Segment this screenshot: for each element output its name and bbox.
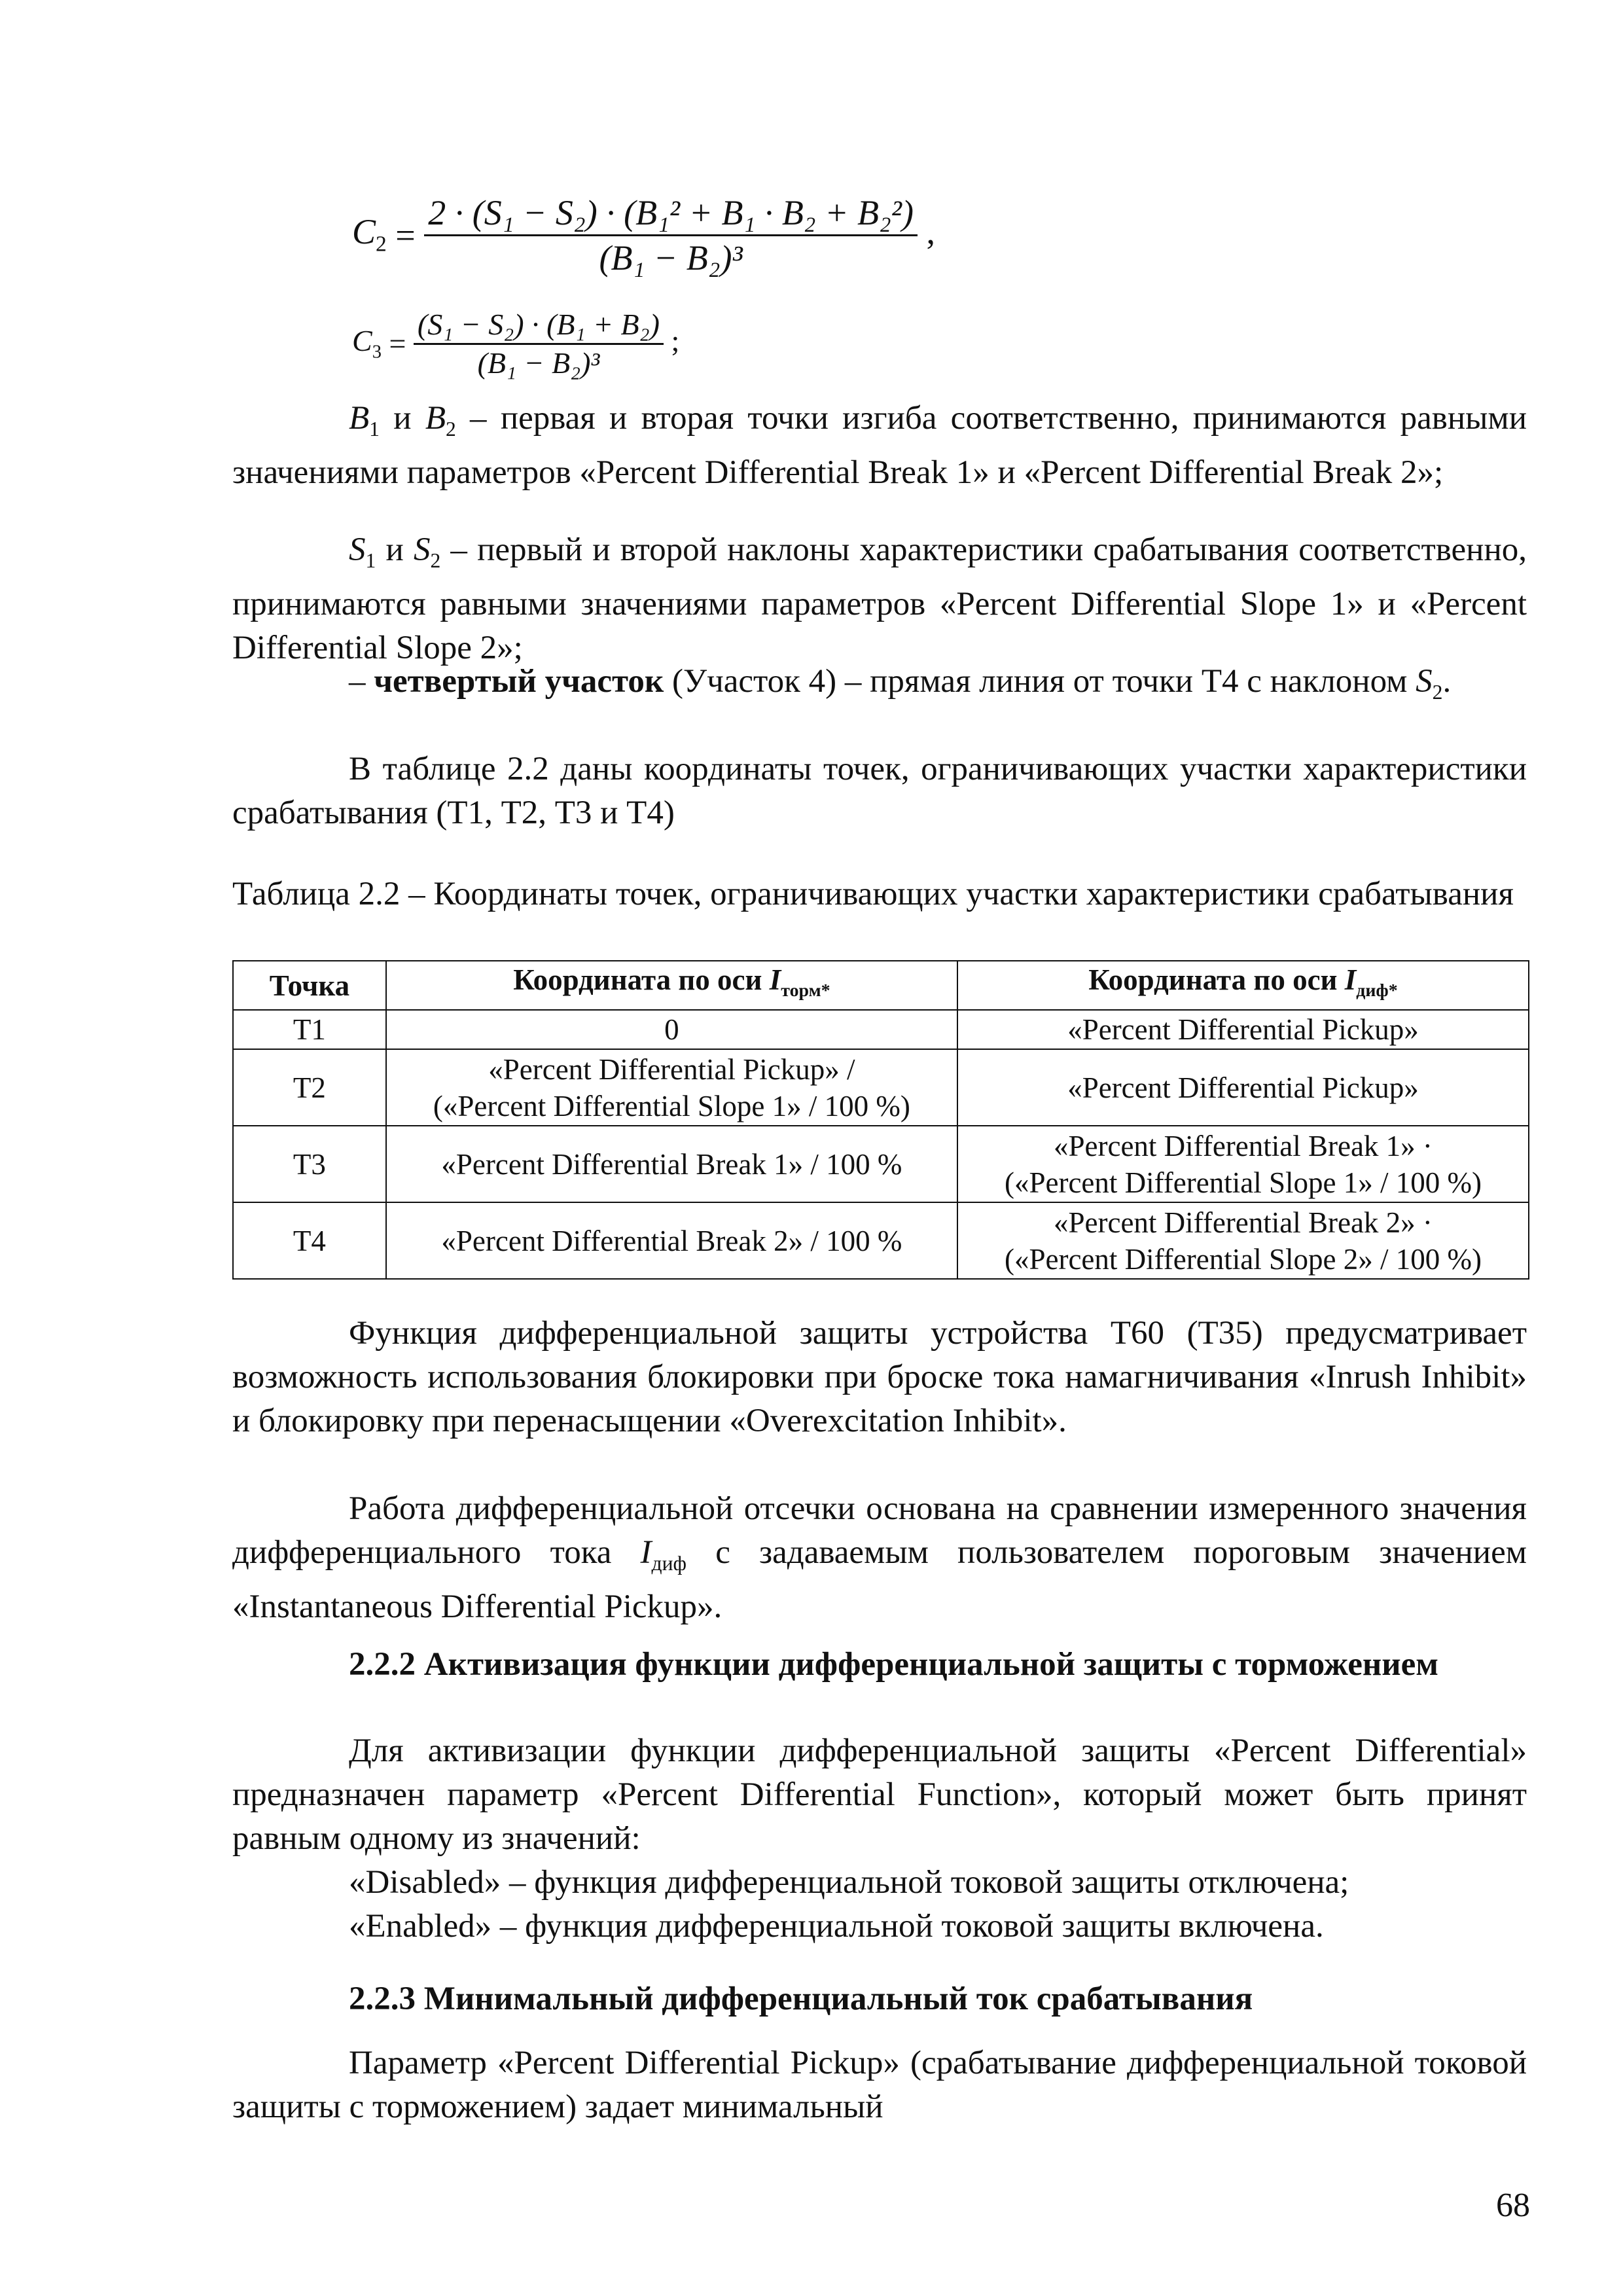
- header-x-text: Координата по оси: [513, 963, 770, 996]
- formula-c2-lhs-sub: 2: [376, 232, 387, 257]
- table-row: [233, 1010, 1529, 1049]
- table-row: [233, 1049, 1529, 1126]
- paragraph-text: Параметр «Percent Differential Pickup» (срабатывание дифференциальной токовой защиты с торможением) задает минимальный: [232, 2045, 1527, 2125]
- cell-point: Т3: [233, 1126, 386, 1202]
- heading-text: 2.2.3 Минимальный дифференциальный ток срабатывания: [349, 1981, 1253, 2017]
- heading-2-2-2: [232, 1643, 1527, 1687]
- table-row: [233, 1126, 1529, 1202]
- conj-and: и: [376, 531, 414, 568]
- heading-text: 2.2.2 Активизация функции дифференциальной защиты с торможением: [349, 1646, 1439, 1683]
- formula-c2-fraction: [424, 191, 918, 279]
- formula-c2-tail: ,: [926, 211, 935, 251]
- table-header-row: [233, 961, 1529, 1010]
- formula-c3-numerator: (S₁ − S₂) · (B₁ + B₂): [417, 308, 660, 341]
- dash: –: [349, 663, 374, 700]
- header-y-var: I: [1344, 963, 1357, 996]
- header-x-sub: торм*: [781, 980, 830, 1001]
- var-s1-sub: 1: [365, 549, 376, 573]
- header-y-text: Координата по оси: [1088, 963, 1345, 996]
- paragraph-activation: [232, 1729, 1527, 1861]
- var-b2-sub: 2: [445, 418, 456, 441]
- cell-y: [957, 1126, 1529, 1202]
- cell-line: («Percent Differential Slope 2» / 100 %): [1004, 1242, 1482, 1276]
- var-i-sub: диф: [651, 1552, 687, 1575]
- paragraph-slopes: [232, 528, 1527, 670]
- cell-x: 0: [386, 1010, 957, 1049]
- heading-2-2-3: [232, 1977, 1527, 2021]
- var-s2: S: [413, 531, 431, 568]
- paragraph-text: – первая и вторая точки изгиба соответственно, принимаются равными значениями параметров «Percent Differential Break 1» и «Percent Differential Break 2»;: [232, 400, 1527, 492]
- conj-and: и: [379, 400, 425, 437]
- formula-c3-denominator: (B₁ − B₂)³: [414, 343, 664, 382]
- cell-y: «Percent Differential Pickup»: [957, 1010, 1529, 1049]
- paragraph-table-intro: [232, 747, 1527, 835]
- header-x-var: I: [769, 963, 781, 996]
- header-y-axis: [957, 961, 1529, 1010]
- formula-c2-denominator: (B₁ − B₂)³: [424, 234, 918, 279]
- formula-c3-fraction: [414, 306, 664, 382]
- paragraph-text: Функция дифференциальной защиты устройства Т60 (Т35) предусматривает возможность использования блокировки при броске тока намагничивания «Inrush Inhibit» и блокировку при перенасыщении «Overexcitation Inhibit».: [232, 1315, 1527, 1439]
- formula-c3-lhs: C: [352, 324, 372, 358]
- coordinates-table: [232, 960, 1529, 1280]
- cell-point: Т4: [233, 1202, 386, 1279]
- paragraph-text: «Disabled» – функция дифференциальной токовой защиты отключена;: [349, 1864, 1349, 1901]
- paragraph-inhibit: [232, 1312, 1527, 1443]
- cell-line: «Percent Differential Break 1» ·: [1053, 1129, 1433, 1162]
- paragraph-text: Для активизации функции дифференциальной защиты «Percent Differential» предназначен параметр «Percent Differential Function», который может быть принят равным одному из значений:: [232, 1732, 1527, 1857]
- paragraph-disabled: [232, 1861, 1527, 1905]
- bold-term: четвертый участок: [374, 663, 664, 700]
- cell-y: [957, 1202, 1529, 1279]
- formula-c2-lhs: C: [352, 211, 376, 251]
- cell-line: («Percent Differential Slope 1» / 100 %): [433, 1089, 910, 1122]
- header-y-sub: диф*: [1356, 980, 1398, 1001]
- cell-point: Т2: [233, 1049, 386, 1126]
- cell-line: «Percent Differential Pickup» /: [488, 1052, 855, 1086]
- paragraph-text: с задаваемым пользователем пороговым значением «Instantaneous Differential Pickup».: [232, 1534, 1527, 1626]
- var-s: S: [1416, 663, 1433, 700]
- cell-point: Т1: [233, 1010, 386, 1049]
- var-b2: B: [425, 400, 446, 437]
- cell-x: «Percent Differential Break 2» / 100 %: [386, 1202, 957, 1279]
- var-s2-sub: 2: [430, 549, 441, 573]
- formula-c2-numerator: 2 · (S₁ − S₂) · (B₁² + B₁ · B₂ + B₂²): [428, 193, 914, 232]
- formula-c3: $C_3$ = $\frac{\text{(S₁ − S₂) · (B₁ + B₂)}}{\text{(B₁ − B₂)³}}$ ;: [352, 306, 679, 382]
- cell-line: («Percent Differential Slope 1» / 100 %): [1004, 1166, 1482, 1199]
- paragraph-text: – первый и второй наклоны характеристики срабатывания соответственно, принимаются равными значениями параметров «Percent Differential Slope 1» и «Percent Differential Slope 2»;: [232, 531, 1527, 667]
- var-b1-sub: 1: [369, 418, 380, 441]
- var-s1: S: [349, 531, 366, 568]
- paragraph-enabled: [232, 1905, 1527, 1948]
- header-x-axis: [386, 961, 957, 1010]
- var-s-sub: 2: [1432, 681, 1443, 704]
- paragraph-text: Работа дифференциальной отсечки основана на сравнении измеренного значения дифференциального тока: [232, 1490, 1527, 1571]
- paragraph-breakpoints: [232, 397, 1527, 495]
- cell-line: «Percent Differential Break 2» ·: [1053, 1206, 1433, 1239]
- formula-c3-lhs-sub: 3: [372, 342, 382, 363]
- formula-c3-tail: ;: [671, 324, 680, 358]
- paragraph-section-4: [232, 660, 1527, 714]
- table-row: [233, 1202, 1529, 1279]
- var-i: I: [640, 1534, 652, 1571]
- period: .: [1442, 663, 1452, 700]
- cell-x: «Percent Differential Break 1» / 100 %: [386, 1126, 957, 1202]
- paragraph-text: В таблице 2.2 даны координаты точек, ограничивающих участки характеристики срабатывания (Т1, Т2, Т3 и Т4): [232, 751, 1527, 831]
- header-point: Точка: [233, 961, 386, 1010]
- table-caption: [232, 872, 1529, 916]
- cell-y: «Percent Differential Pickup»: [957, 1049, 1529, 1126]
- cell-x: [386, 1049, 957, 1126]
- formula-c2: $C_2$ = $\frac{\text{2 · (S₁ − S₂) · (B₁² + B₁ · B₂ + B₂²)}}{\text{(B₁ − B₂)³}}$ ,: [352, 191, 935, 279]
- paragraph-pickup: [232, 2041, 1527, 2129]
- paragraph-text: «Enabled» – функция дифференциальной токовой защиты включена.: [349, 1908, 1324, 1945]
- var-b1: B: [349, 400, 370, 437]
- paragraph-instantaneous: [232, 1487, 1527, 1629]
- paragraph-text: (Участок 4) – прямая линия от точки Т4 с наклоном: [664, 663, 1416, 700]
- table-caption-text: Таблица 2.2 – Координаты точек, ограничивающих участки характеристики срабатывания: [232, 876, 1514, 912]
- page-number: 68: [1496, 2187, 1530, 2224]
